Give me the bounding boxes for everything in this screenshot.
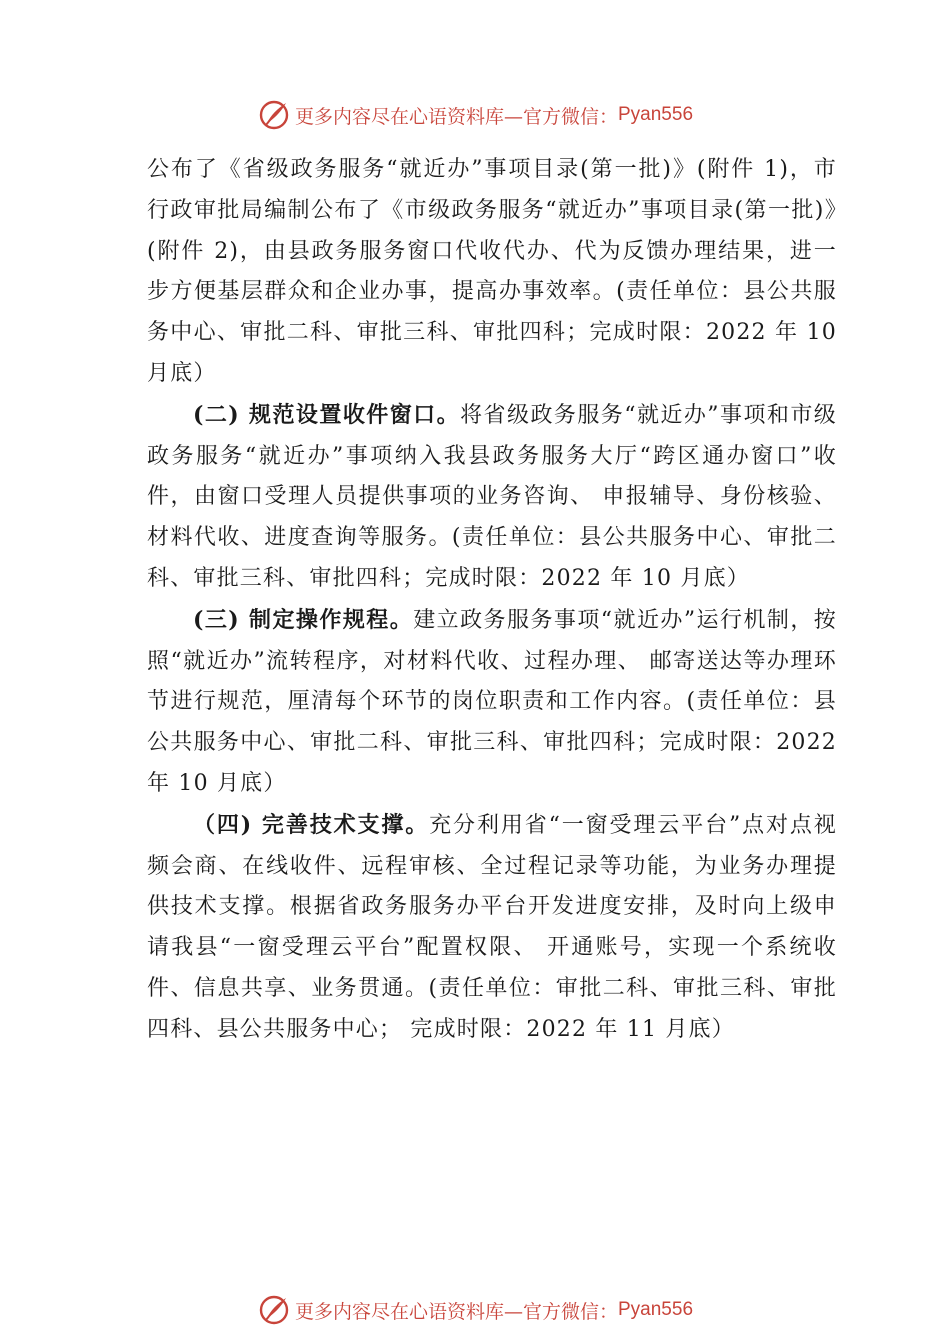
feather-pen-logo-icon	[257, 98, 291, 132]
banner-wechat-handle: Pyan556	[618, 104, 694, 125]
paragraph-4	[147, 805, 837, 1051]
document-body	[147, 150, 837, 1051]
header-banner	[0, 95, 950, 135]
footer-banner	[0, 1290, 950, 1330]
paragraph-4-body: 充分利用省“一窗受理云平台”点对点视频会商、在线收件、远程审核、全过程记录等功能，为业务办理提供技术支撑。根据省政务服务办平台开发进度安排，及时向上级申请我县“一窗受理云平台”配置权限、 开通账号，实现一个系统收件、信息共享、业务贯通。(责任单位：审批二科、审批三科、审批四科、县公共服务中心； 完成时限：2022 年 11 月底）	[147, 812, 837, 1042]
paragraph-3-body: 建立政务服务事项“就近办”运行机制，按照“就近办”流转程序，对材料代收、过程办理、 邮寄送达等办理环节进行规范，厘清每个环节的岗位职责和工作内容。(责任单位：县公共服务中心、审批二科、审批三科、审批四科；完成时限：2022 年 10 月底）	[147, 607, 837, 796]
banner-text: 更多内容尽在心语资料库—官方微信：	[294, 105, 618, 128]
paragraph-1-body: 公布了《省级政务服务“就近办”事项目录(第一批)》(附件 1)，市行政审批局编制公布了《市级政务服务“就近办”事项目录(第一批)》(附件 2)，由县政务服务窗口代收代办、代为反馈办理结果，进一步方便基层群众和企业办事，提高办事效率。(责任单位：县公共服务中心、审批二科、审批三科、审批四科；完成时限：2022 年 10 月底）	[147, 157, 837, 386]
paragraph-4-heading: （四) 完善技术支撑。	[193, 811, 430, 838]
paragraph-1	[147, 150, 837, 395]
feather-pen-logo-icon	[257, 1293, 291, 1327]
paragraph-3-heading: (三) 制定操作规程。	[193, 606, 414, 633]
banner-wechat-handle: Pyan556	[618, 1299, 694, 1320]
paragraph-2	[147, 395, 837, 600]
paragraph-2-body: 将省级政务服务“就近办”事项和市级政务服务“就近办”事项纳入我县政务服务大厅“跨区通办窗口”收件，由窗口受理人员提供事项的业务咨询、 申报辅导、身份核验、材料代收、进度查询等服务。(责任单位：县公共服务中心、审批二科、审批三科、审批四科；完成时限：2022 年 10 月底）	[147, 402, 837, 591]
paragraph-3	[147, 600, 837, 805]
banner-text: 更多内容尽在心语资料库—官方微信：	[294, 1300, 618, 1323]
paragraph-2-heading: (二) 规范设置收件窗口。	[193, 401, 461, 428]
